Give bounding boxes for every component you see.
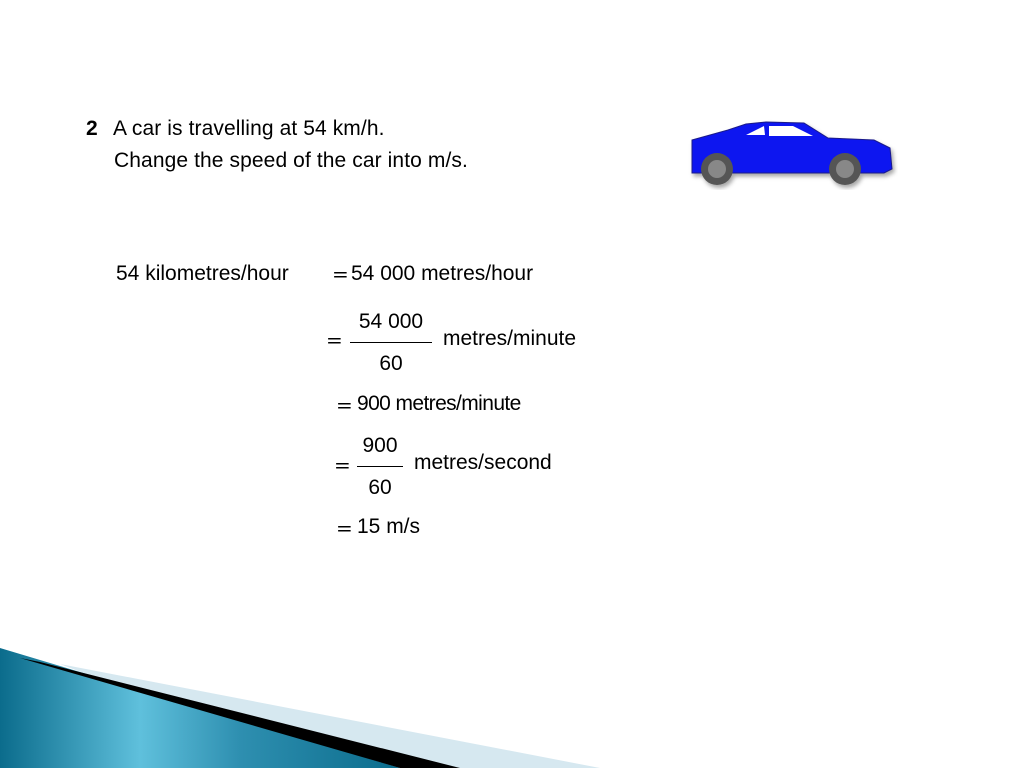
step2-numerator: 54 000	[358, 310, 424, 333]
step2-unit: metres/minute	[443, 327, 577, 350]
step4-fraction	[356, 434, 404, 500]
decorative-ribbon	[0, 620, 1024, 773]
step3-value: 900 metres/minute	[357, 392, 521, 415]
step2-fraction	[348, 310, 434, 376]
step3-equals: =	[336, 393, 353, 417]
question-text-line-1: A car is travelling at 54 km/h.	[113, 117, 385, 140]
step1-equals: =	[332, 262, 349, 286]
step5-equals: =	[336, 516, 353, 540]
fraction-bar	[350, 342, 432, 343]
question-number: 2	[86, 117, 98, 140]
fraction-bar	[357, 466, 403, 467]
question-text-line-2: Change the speed of the car into m/s.	[114, 149, 468, 172]
step5-value: 15 m/s	[357, 515, 421, 538]
step2-equals: =	[326, 328, 343, 352]
step1-left: 54 kilometres/hour	[116, 262, 289, 285]
step4-denominator: 60	[368, 476, 392, 499]
step1-right: 54 000 metres/hour	[351, 262, 534, 285]
step2-denominator: 60	[379, 352, 403, 375]
car-icon	[688, 118, 898, 195]
step4-equals: =	[334, 453, 351, 477]
step4-numerator: 900	[362, 434, 398, 457]
step4-unit: metres/second	[414, 451, 552, 474]
